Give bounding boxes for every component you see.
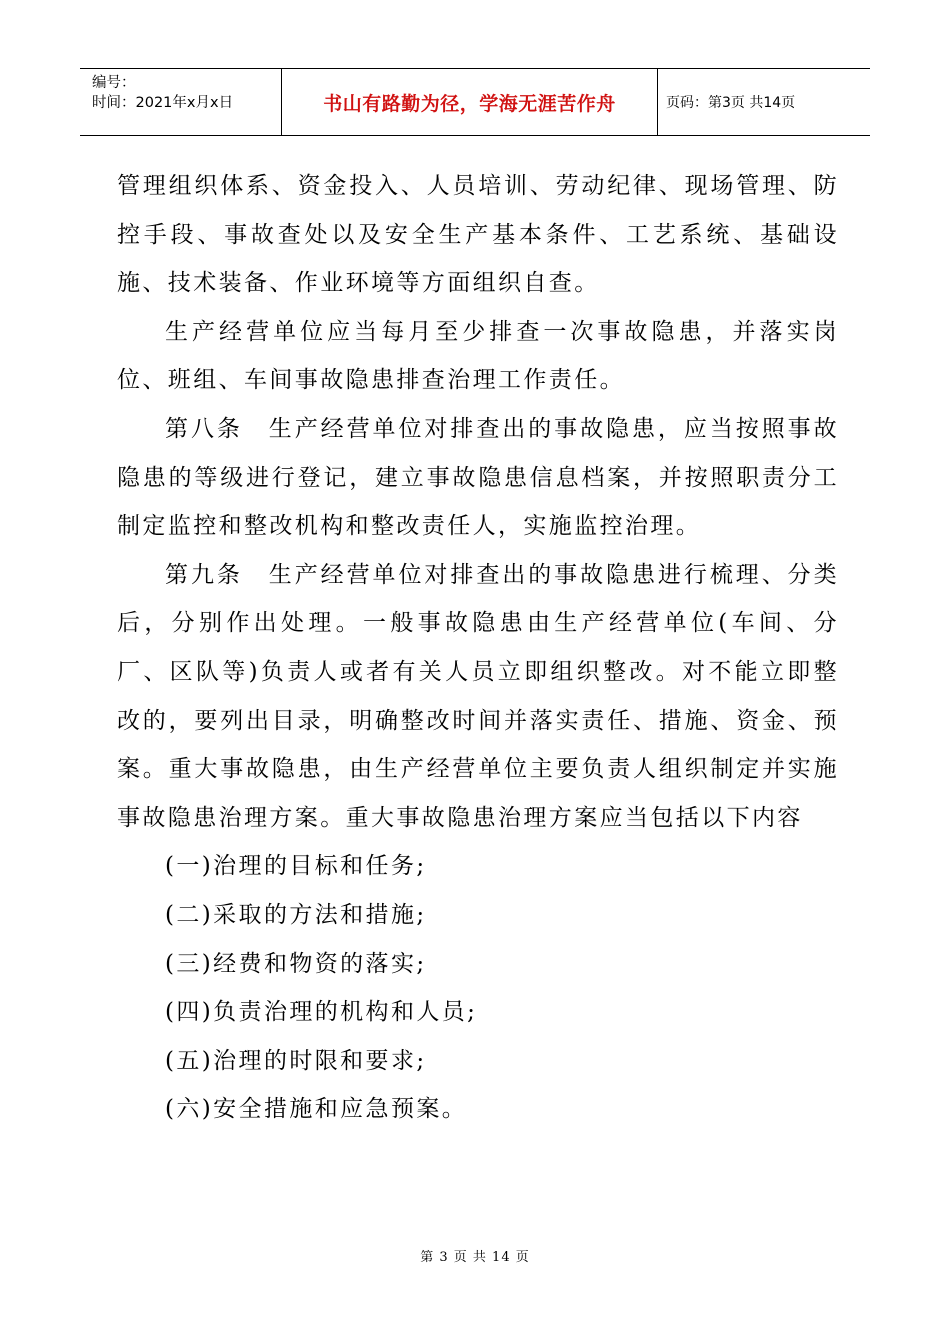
list-item: (六)安全措施和应急预案。 bbox=[165, 1096, 468, 1123]
header-meta bbox=[80, 69, 282, 135]
list-item: (一)治理的目标和任务; bbox=[165, 853, 427, 880]
header-motto: 书山有路勤为径，学海无涯苦作舟 bbox=[282, 69, 658, 135]
document-number-label: 编号： bbox=[92, 75, 136, 91]
article-8-paragraph: 第八条 生产经营单位对排查出的事故隐患，应当按照事故隐患的等级进行登记，建立事故隐患信息档案，并按照职责分工制定监控和整改机构和整改责任人，实施监控治理。 bbox=[117, 415, 839, 540]
body-paragraph: 生产经营单位应当每月至少排查一次事故隐患，并落实岗位、班组、车间事故隐患排查治理工作责任。 bbox=[117, 318, 839, 394]
header-page-info: 页码：第3页 共14页 bbox=[666, 95, 796, 111]
list-item: (二)采取的方法和措施; bbox=[165, 901, 427, 928]
list-item: (四)负责治理的机构和人员; bbox=[165, 999, 478, 1026]
document-body bbox=[117, 162, 839, 1134]
document-date-label: 时间：2021年x月x日 bbox=[92, 95, 234, 111]
body-paragraph: 管理组织体系、资金投入、人员培训、劳动纪律、现场管理、防控手段、事故查处以及安全生产基本条件、工艺系统、基础设施、技术装备、作业环境等方面组织自查。 bbox=[117, 173, 839, 297]
list-item: (三)经费和物资的落实; bbox=[165, 950, 427, 977]
article-9-paragraph: 第九条 生产经营单位对排查出的事故隐患进行梳理、分类后，分别作出处理。一般事故隐患由生产经营单位(车间、分厂、区队等)负责人或者有关人员立即组织整改。对不能立即整改的，要列出目录，明确整改时间并落实责任、措施、资金、预案。重大事故隐患，由生产经营单位主要负责人组织制定并实施事故隐患治理方案。重大事故隐患治理方案应当包括以下内容 bbox=[117, 561, 839, 831]
page-footer: 第 3 页 共 14 页 bbox=[420, 1250, 530, 1265]
page-header bbox=[80, 68, 870, 136]
list-item: (五)治理的时限和要求; bbox=[165, 1047, 427, 1074]
